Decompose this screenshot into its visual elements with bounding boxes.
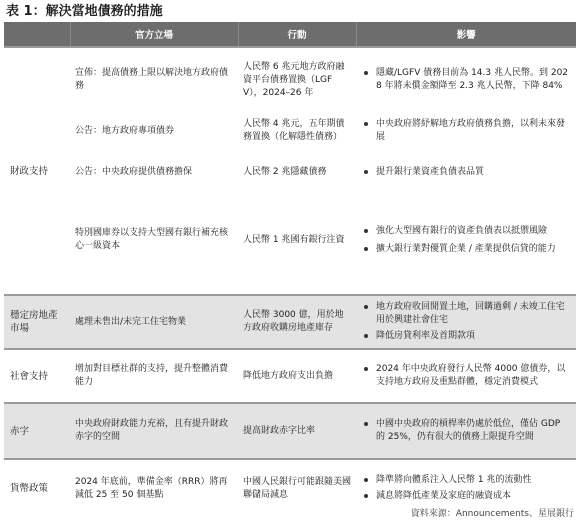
monetary-position: 2024 年底前，準備金率（RRR）將再減低 25 至 50 個基點	[70, 459, 238, 517]
measures-table	[4, 22, 576, 517]
social-impact-list	[361, 363, 571, 389]
monetary-impact-2: 減息將降低產業及家庭的融資成本	[361, 490, 571, 503]
header-row	[4, 22, 576, 47]
section-label-property: 穩定房地產市場	[4, 295, 70, 349]
fiscal-impact-list-1	[361, 67, 571, 93]
fiscal-impact-1-1: 隱藏/LGFV 債務目前為 14.3 兆人民幣。到 2028 年將未償金額降至 2.3 兆人民幣，下降 84%	[361, 67, 571, 93]
fiscal-action-2: 人民幣 4 兆元，五年期債務置換（化解隱性債務）	[243, 119, 345, 142]
social-impact-1: 2024 年中央政府發行人民幣 4000 億債券，以支持地方政府及重點群體，穩定消費模式	[361, 363, 571, 389]
fiscal-position-4: 特別國庫券以支持大型國有銀行補充核心一級資本	[75, 228, 229, 251]
fiscal-impact-list-3	[361, 166, 484, 179]
property-impact-2: 降低房貸利率及首期款項	[361, 330, 571, 343]
social-impacts-cell	[356, 349, 576, 403]
deficit-impacts-cell	[356, 403, 576, 459]
section-label-fiscal: 財政支持	[4, 47, 70, 295]
source-note: 資料來源：Announcements、星展銀行	[410, 509, 574, 519]
header-blank	[4, 22, 70, 47]
fiscal-action-4: 人民幣 1 兆國有銀行注資	[243, 234, 345, 245]
header-official-position: 官方立場	[70, 22, 238, 47]
deficit-impact-1: 中國中央政府的槓桿率仍處於低位，僅佔 GDP 的 25%，仍有很大的債務上限提升空間	[361, 418, 571, 444]
social-action: 降低地方政府支出負擔	[238, 349, 356, 403]
section-label-deficit: 赤字	[4, 403, 70, 459]
table-title: 表 1：解決當地債務的措施	[6, 4, 163, 19]
monetary-impact-list	[361, 474, 571, 503]
fiscal-impact-3-1: 提升銀行業資產負債表品質	[361, 166, 484, 179]
fiscal-position-1: 宣佈：提高債務上限以解決地方政府債務	[75, 68, 229, 91]
fiscal-impact-2-1: 中央政府將紓解地方政府債務負擔，以利未來發展	[361, 118, 571, 144]
deficit-action: 提高財政赤字比率	[238, 403, 356, 459]
header-action: 行動	[238, 22, 356, 47]
row-social-support	[4, 349, 576, 403]
fiscal-position-3: 公告：中央政府提供債務擔保	[75, 166, 193, 177]
section-label-monetary: 貨幣政策	[4, 459, 70, 517]
fiscal-action-3: 人民幣 2 兆隱藏債務	[243, 166, 327, 177]
property-position: 處理未售出/未完工住宅物業	[70, 295, 238, 349]
section-label-social: 社會支持	[4, 349, 70, 403]
property-action: 人民幣 3000 億，用於地方政府收購房地產庫存	[238, 295, 356, 349]
fiscal-impact-list-4	[361, 225, 556, 256]
fiscal-impact-list-2	[361, 118, 571, 144]
row-property-market	[4, 295, 576, 349]
fiscal-impact-4-1: 強化大型國有銀行的資產負債表以抵禦風險	[361, 225, 556, 238]
property-impacts-cell	[356, 295, 576, 349]
fiscal-positions-cell	[70, 47, 238, 295]
row-deficit	[4, 403, 576, 459]
header-impact: 影響	[356, 22, 576, 47]
property-impact-1: 地方政府收回閒置土地，回購過剩 / 未竣工住宅用於興建社會住宅	[361, 301, 571, 327]
property-impact-list	[361, 301, 571, 343]
row-fiscal-support	[4, 47, 576, 295]
fiscal-action-1: 人民幣 6 兆元地方政府融資平台債務置換（LGFV），2024–26 年	[243, 61, 345, 98]
monetary-impact-1: 降準將向體系注入人民幣 1 兆的流動性	[361, 474, 571, 487]
fiscal-impact-4-2: 擴大銀行業對優質企業 / 產業提供信貸的能力	[361, 243, 556, 256]
fiscal-impacts-cell	[356, 47, 576, 295]
fiscal-actions-cell	[238, 47, 356, 295]
deficit-impact-list	[361, 418, 571, 444]
fiscal-position-2: 公告：地方政府專項債券	[75, 125, 175, 136]
deficit-position: 中央政府財政能力充裕，且有提升財政赤字的空間	[70, 403, 238, 459]
monetary-action: 中國人民銀行可能跟隨美國聯儲局減息	[238, 459, 356, 517]
social-position: 增加對目標社群的支持，提升整體消費能力	[70, 349, 238, 403]
